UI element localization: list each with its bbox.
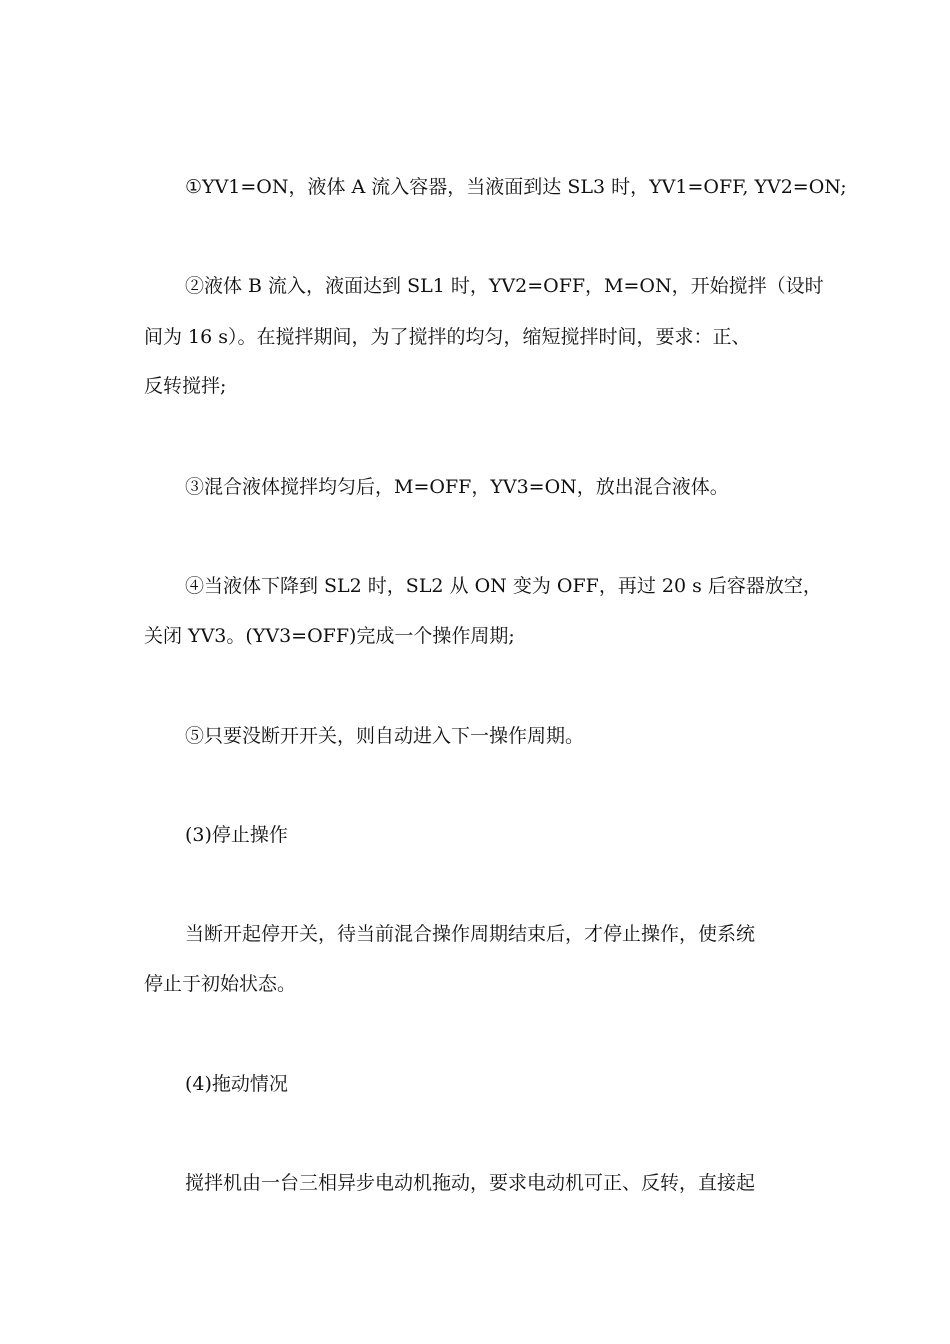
stop-desc-line-1: 当断开起停开关，待当前混合操作周期结束后，才停止操作，使系统 [185,923,756,945]
section-heading-drive: (4)拖动情况 [185,1073,288,1095]
step-1-line-1: ①YV1=ON，液体 A 流入容器，当液面到达 SL3 时，YV1=OFF, YV2=ON; [185,176,847,198]
stop-desc-line-2: 停止于初始状态。 [144,973,297,995]
step-2-line-2: 间为 16 s）。在搅拌期间，为了搅拌的均匀，缩短搅拌时间，要求：正、 [144,326,751,348]
step-3-line-1: ③混合液体搅拌均匀后，M=OFF，YV3=ON，放出混合液体。 [185,476,729,498]
step-5-line-1: ⑤只要没断开开关，则自动进入下一操作周期。 [185,725,585,747]
section-heading-stop: (3)停止操作 [185,824,288,846]
drive-desc-line-1: 搅拌机由一台三相异步电动机拖动，要求电动机可正、反转，直接起 [185,1172,756,1194]
step-4-line-2: 关闭 YV3。(YV3=OFF)完成一个操作周期; [144,625,515,647]
step-2-line-3: 反转搅拌; [144,375,227,397]
step-4-line-1: ④当液体下降到 SL2 时，SL2 从 ON 变为 OFF，再过 20 s 后容器放空， [185,575,822,597]
step-2-line-1: ②液体 B 流入，液面达到 SL1 时，YV2=OFF，M=ON，开始搅拌（设时 [185,275,824,297]
